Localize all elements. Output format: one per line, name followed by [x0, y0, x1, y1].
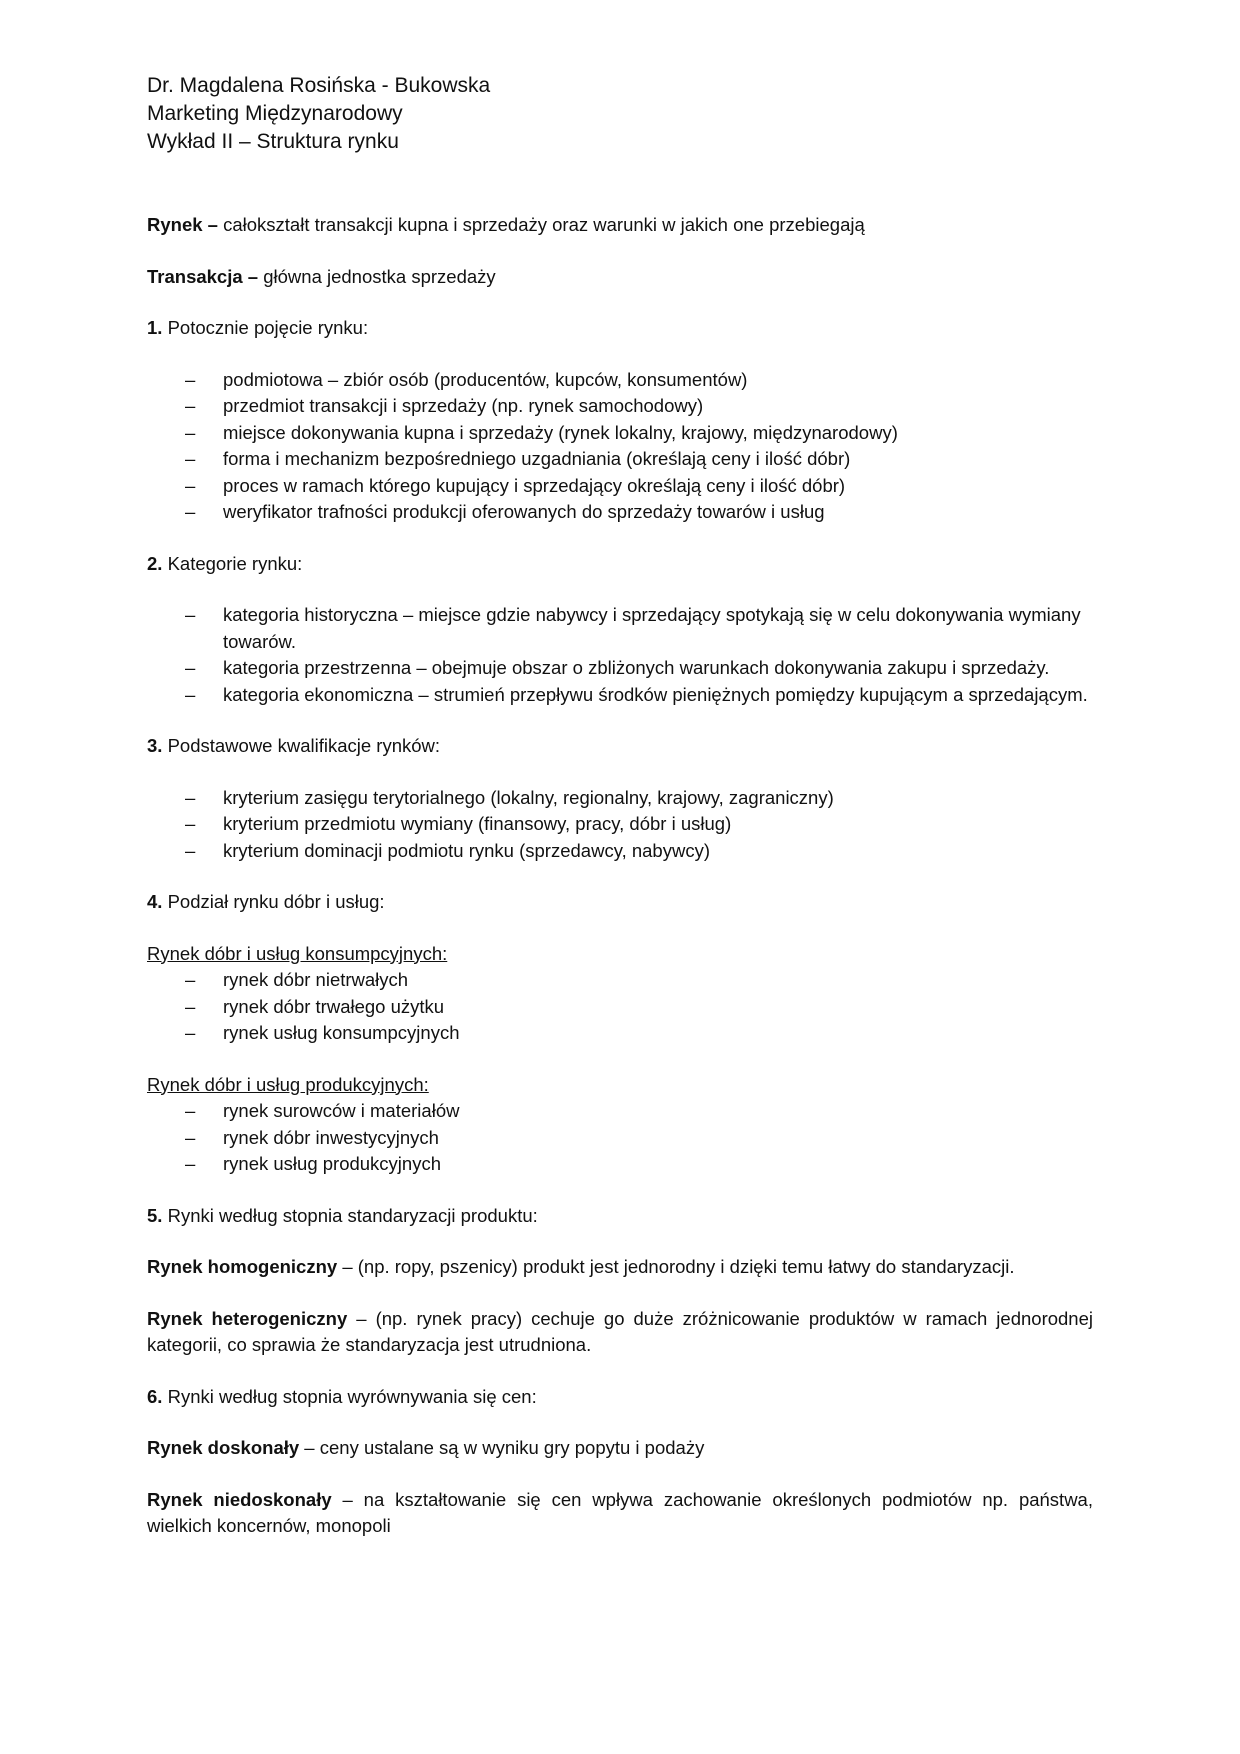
section-title: Podstawowe kwalifikacje rynków: — [162, 735, 441, 756]
document-header — [147, 72, 1093, 156]
section-2-list — [147, 602, 1093, 708]
definition-heterogeneous — [147, 1306, 1093, 1359]
document-page — [147, 72, 1093, 1565]
list-item: – forma i mechanizm bezpośredniego uzgadniania (określają ceny i ilość dóbr) — [147, 446, 1093, 473]
list-item: – weryfikator trafności produkcji oferowanych do sprzedaży towarów i usług — [147, 499, 1093, 526]
section-number: 1. — [147, 317, 163, 338]
definition-term: Rynek heterogeniczny — [147, 1307, 348, 1329]
definition-transakcja — [147, 264, 1093, 291]
section-number: 4. — [147, 891, 163, 912]
list-item: – przedmiot transakcji i sprzedaży (np. rynek samochodowy) — [147, 393, 1093, 420]
production-market-list — [147, 1098, 1093, 1178]
definition-text: – ceny ustalane są w wyniku gry popytu i podaży — [299, 1437, 705, 1458]
definition-term: Transakcja – — [147, 265, 259, 287]
list-item: – rynek dóbr nietrwałych — [147, 967, 1093, 994]
definition-term: Rynek niedoskonały — [147, 1488, 332, 1510]
course-name: Marketing Międzynarodowy — [147, 102, 403, 125]
section-2-heading — [147, 551, 1093, 578]
list-item: – kategoria historyczna – miejsce gdzie nabywcy i sprzedający spotykają się w celu dokonywania wymiany towarów. — [147, 602, 1093, 655]
list-item: – rynek usług konsumpcyjnych — [147, 1020, 1093, 1047]
list-item: – rynek surowców i materiałów — [147, 1098, 1093, 1125]
definition-term: Rynek doskonały — [147, 1437, 300, 1458]
section-1-heading — [147, 315, 1093, 342]
list-item: – podmiotowa – zbiór osób (producentów, kupców, konsumentów) — [147, 367, 1093, 394]
lecture-title: Wykład II – Struktura rynku — [147, 130, 399, 153]
list-item: – kryterium dominacji podmiotu rynku (sprzedawcy, nabywcy) — [147, 838, 1093, 865]
list-item: – miejsce dokonywania kupna i sprzedaży (rynek lokalny, krajowy, międzynarodowy) — [147, 420, 1093, 447]
definition-text: – (np. ropy, pszenicy) produkt jest jednorodny i dzięki temu łatwy do standaryzacji. — [337, 1256, 1015, 1277]
definition-homogeneous — [147, 1254, 1093, 1281]
author-name: Dr. Magdalena Rosińska - Bukowska — [147, 74, 491, 97]
list-item: – rynek dóbr trwałego użytku — [147, 994, 1093, 1021]
definition-text: całokształt transakcji kupna i sprzedaży oraz warunki w jakich one przebiegają — [217, 214, 865, 235]
section-5-heading — [147, 1203, 1093, 1230]
section-3-list — [147, 785, 1093, 865]
definition-term: Rynek homogeniczny — [147, 1256, 338, 1277]
list-item: – kategoria ekonomiczna – strumień przepływu środków pieniężnych pomiędzy kupującym a sprzedającym. — [147, 682, 1093, 709]
consumer-market-title: Rynek dóbr i usług konsumpcyjnych: — [147, 942, 448, 964]
section-3-heading — [147, 733, 1093, 760]
list-item: – rynek dóbr inwestycyjnych — [147, 1125, 1093, 1152]
definition-imperfect — [147, 1487, 1093, 1540]
section-6-heading — [147, 1384, 1093, 1411]
definition-text: – (np. rynek pracy) cechuje go duże zróżnicowanie produktów w ramach jednorodnej kategorii, co sprawia że standaryzacja jest utrudniona. — [147, 1307, 1093, 1355]
production-market-title: Rynek dóbr i usług produkcyjnych: — [147, 1073, 429, 1095]
section-4-heading — [147, 889, 1093, 916]
section-title: Potocznie pojęcie rynku: — [162, 317, 369, 338]
section-title: Podział rynku dóbr i usług: — [162, 891, 385, 912]
list-item: – rynek usług produkcyjnych — [147, 1151, 1093, 1178]
definition-rynek — [147, 212, 1093, 239]
section-1-list — [147, 367, 1093, 526]
section-number: 5. — [147, 1204, 163, 1226]
consumer-market-list — [147, 967, 1093, 1047]
section-number: 6. — [147, 1385, 163, 1407]
definition-text: – na kształtowanie się cen wpływa zachowanie określonych podmiotów np. państwa, wielkich koncernów, monopoli — [147, 1488, 1093, 1536]
list-item: – proces w ramach którego kupujący i sprzedający określają ceny i ilość dóbr) — [147, 473, 1093, 500]
section-number: 2. — [147, 552, 163, 574]
definition-text: główna jednostka sprzedaży — [258, 265, 496, 287]
definition-perfect — [147, 1435, 1093, 1462]
definition-term: Rynek – — [147, 214, 218, 235]
section-title: Kategorie rynku: — [162, 552, 303, 574]
list-item: – kryterium zasięgu terytorialnego (lokalny, regionalny, krajowy, zagraniczny) — [147, 785, 1093, 812]
section-title: Rynki według stopnia wyrównywania się cen: — [162, 1385, 537, 1407]
section-title: Rynki według stopnia standaryzacji produktu: — [162, 1204, 538, 1226]
list-item: – kategoria przestrzenna – obejmuje obszar o zbliżonych warunkach dokonywania zakupu i sprzedaży. — [147, 655, 1093, 682]
list-item: – kryterium przedmiotu wymiany (finansowy, pracy, dóbr i usług) — [147, 811, 1093, 838]
section-number: 3. — [147, 735, 163, 756]
